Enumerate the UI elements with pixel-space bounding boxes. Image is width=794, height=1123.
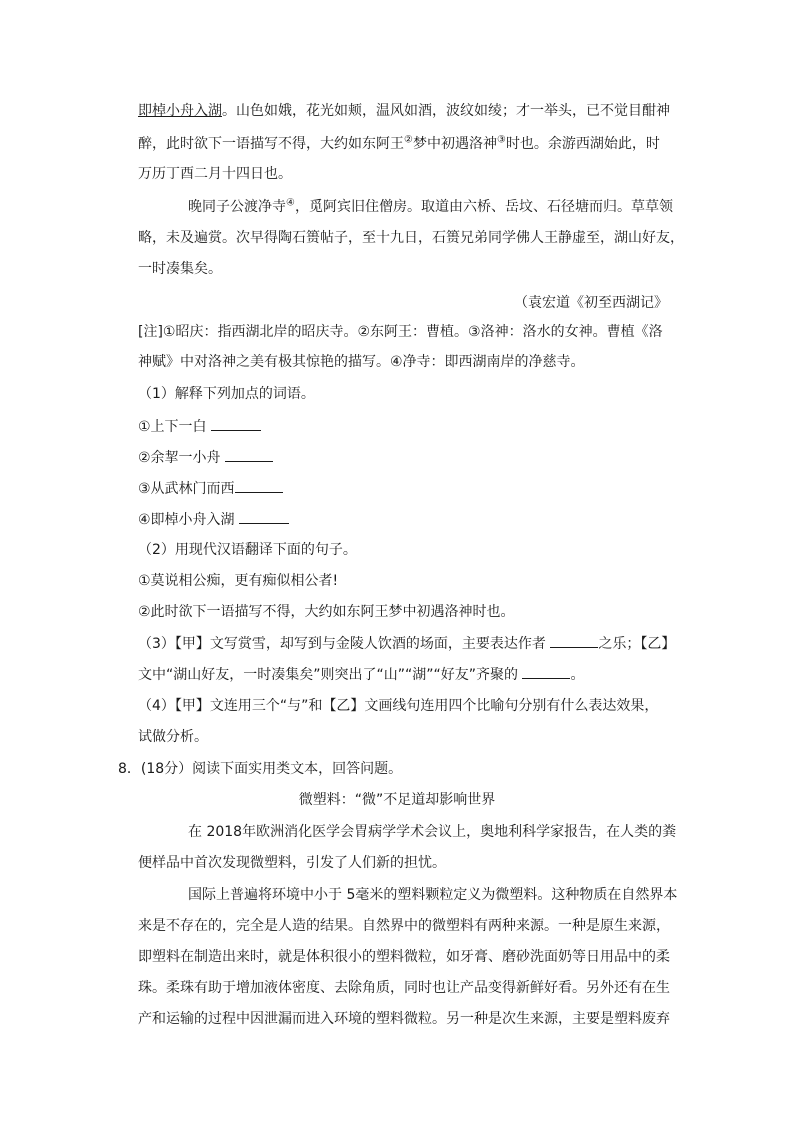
footnote-marker: ③ [496,134,506,146]
article-p2-line-1: 国际上普遍将环境中小于 5毫米的塑料颗粒定义为微塑料。这种物质在自然界本 [188,887,678,903]
passage-line-2: 醉，此时欲下一语描写不得，大约如东阿王②梦中初遇洛神③时也。余游西湖始此，时 [138,134,660,152]
article-p2-line-3: 即塑料在制造出来时，就是体积很小的塑料微粒，如牙膏、磨砂洗面奶等日用品中的柔 [138,949,670,965]
question-2: （2）用现代汉语翻译下面的句子。 [138,542,357,558]
footnote-marker: ② [404,134,413,146]
question-8-header: 8．(18分）阅读下面实用类文本，回答问题。 [118,761,403,777]
answer-blank[interactable] [239,509,289,524]
article-title: 微塑料：“微”不足道却影响世界 [298,792,496,808]
passage-line-6: 一时凑集矣。 [138,261,222,277]
footnote-marker: ④ [286,197,295,209]
question-1: （1）解释下列加点的词语。 [138,386,315,402]
question-2-item-a: ①莫说相公痴，更有痴似相公者! [138,573,339,589]
passage-line-3: 万历丁酉二月十四日也。 [138,166,292,182]
article-p1-line-1: 在 2018年欧洲消化医学会胃病学学术会议上，奥地利科学家报告，在人类的粪 [188,824,677,840]
article-p2-line-5: 产和运输的过程中因泄漏而进入环境的塑料微粒。另一种是次生来源，主要是塑料废弃 [138,1011,670,1027]
underlined-phrase: 即棹小舟入湖 [138,103,222,119]
question-1-item-d: ④即棹小舟入湖 [138,509,289,530]
answer-blank[interactable] [225,447,273,462]
question-3-line-1: （3）【甲】文写赏雪，却写到与金陵人饮酒的场面，主要表达作者 之乐；【乙】 [138,633,675,654]
article-p1-line-2: 便样品中首次发现微塑料，引发了人们新的担忧。 [138,855,446,871]
article-p2-line-4: 珠。柔珠有助于增加液体密度、去除角质，同时也让产品变得新鲜好看。另外还有在生 [138,980,670,996]
note-line-1: [注]①昭庆：指西湖北岸的昭庆寺。②东阿王：曹植。③洛神：洛水的女神。曹植《洛 [138,324,663,340]
question-1-item-a: ①上下一白 [138,416,261,437]
passage-line-4: 晚同子公渡净寺④，觅阿宾旧住僧房。取道由六桥、岳坟、石径塘而归。草草领 [188,197,673,215]
question-4-line-1: （4）【甲】文连用三个“与”和【乙】文画线句连用四个比喻句分别有什么表达效果， [138,698,659,714]
question-4-line-2: 试做分析。 [138,729,208,745]
question-1-item-b: ②余挈一小舟 [138,447,273,468]
answer-blank[interactable] [211,416,261,431]
note-line-2: 神赋》中对洛神之美有极其惊艳的描写。④净寺：即西湖南岸的净慈寺。 [138,354,585,370]
passage-source: （袁宏道《初至西湖记》 [514,295,668,311]
article-p2-line-2: 来是不存在的，完全是人造的结果。自然界中的微塑料有两种来源。一种是原生来源， [138,918,670,934]
question-2-item-b: ②此时欲下一语描写不得，大约如东阿王梦中初遇洛神时也。 [138,604,515,620]
passage-line-1: 即棹小舟入湖。山色如娥，花光如颊，温风如酒，波纹如绫；才一举头，已不觉目酣神 [138,103,670,119]
answer-blank[interactable] [550,633,598,648]
question-1-item-c: ③从武林门而西 [138,478,283,499]
passage-line-5: 略，未及遍赏。次早得陶石篑帖子，至十九日，石篑兄弟同学佛人王静虚至，湖山好友， [138,230,684,246]
answer-blank[interactable] [235,478,283,493]
answer-blank[interactable] [522,664,570,679]
question-3-line-2: 文中“湖山好友，一时凑集矣”则突出了“山”“湖”“好友”齐聚的 。 [138,664,584,685]
